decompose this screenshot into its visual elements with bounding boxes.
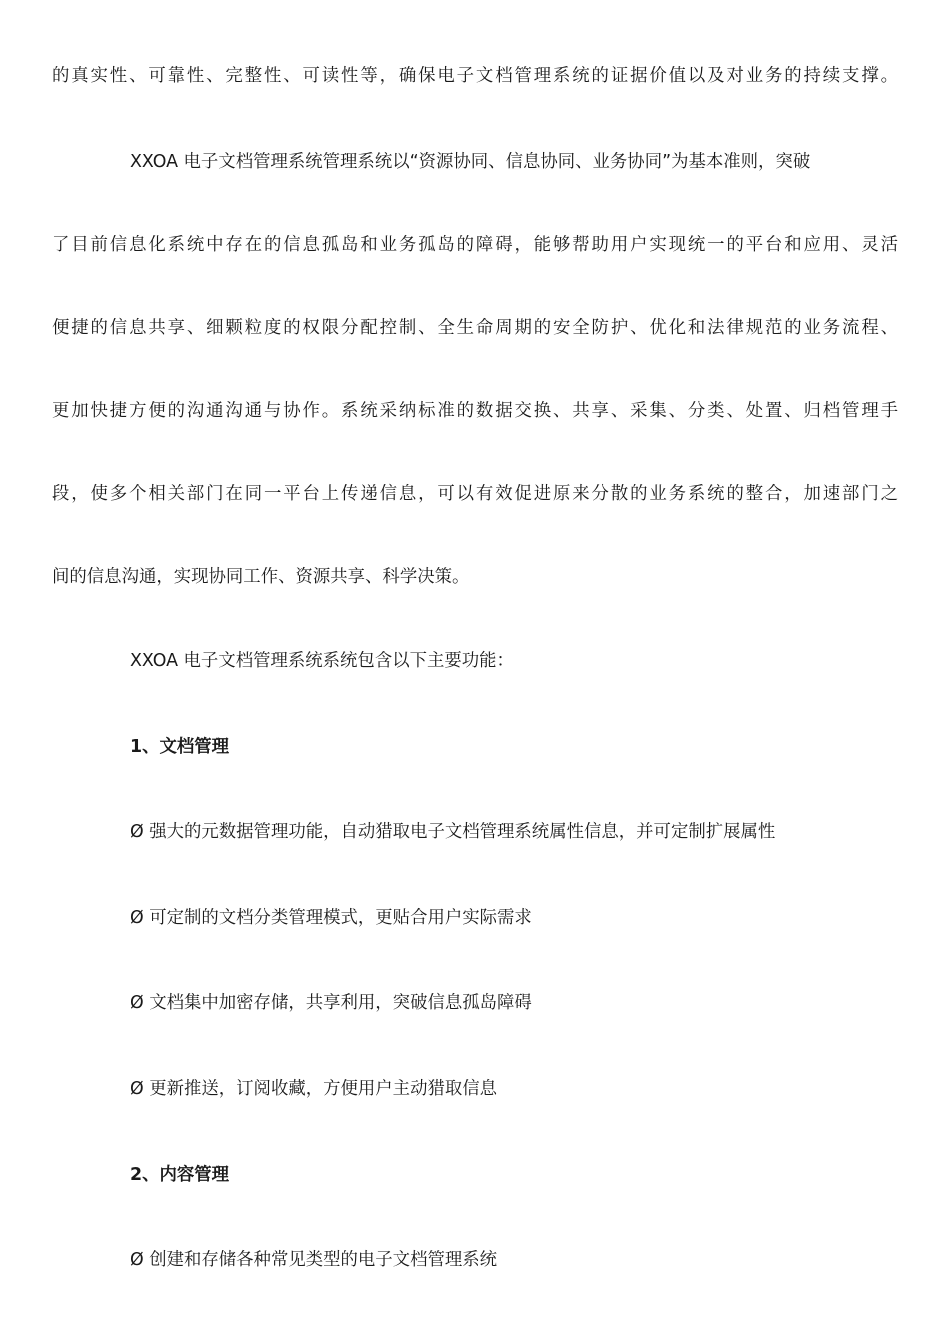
section-heading-content-management: 2、内容管理 (130, 1165, 230, 1185)
paragraph-2-line-1: XXOA 电子文档管理系统管理系统以“资源协同、信息协同、业务协同”为基本准则，突破 (130, 152, 811, 172)
paragraph-2-line-5: 段，使多个相关部门在同一平台上传递信息，可以有效促进原来分散的业务系统的整合，加速部门之 (52, 484, 898, 504)
paragraph-2-line-3: 便捷的信息共享、细颗粒度的权限分配控制、全生命周期的安全防护、优化和法律规范的业务流程、 (52, 318, 898, 338)
list-item: Ø 文档集中加密存储，共享利用，突破信息孤岛障碍 (130, 993, 532, 1013)
functions-intro: XXOA 电子文档管理系统系统包含以下主要功能： (130, 651, 514, 671)
paragraph-2-line-4: 更加快捷方便的沟通沟通与协作。系统采纳标准的数据交换、共享、采集、分类、处置、归档管理手 (52, 401, 898, 421)
paragraph-2-line-6: 间的信息沟通，实现协同工作、资源共享、科学决策。 (52, 567, 470, 587)
paragraph-2-line-2: 了目前信息化系统中存在的信息孤岛和业务孤岛的障碍，能够帮助用户实现统一的平台和应用、灵活 (52, 235, 898, 255)
list-item: Ø 更新推送，订阅收藏，方便用户主动猎取信息 (130, 1079, 498, 1099)
list-item: Ø 可定制的文档分类管理模式，更贴合用户实际需求 (130, 908, 532, 928)
paragraph-1-line-1: 的真实性、可靠性、完整性、可读性等，确保电子文档管理系统的证据价值以及对业务的持续支撑。 (52, 66, 898, 86)
list-item: Ø 强大的元数据管理功能，自动猎取电子文档管理系统属性信息，并可定制扩展属性 (130, 822, 776, 842)
list-item: Ø 创建和存储各种常见类型的电子文档管理系统 (130, 1250, 498, 1270)
section-heading-document-management: 1、文档管理 (130, 737, 230, 757)
